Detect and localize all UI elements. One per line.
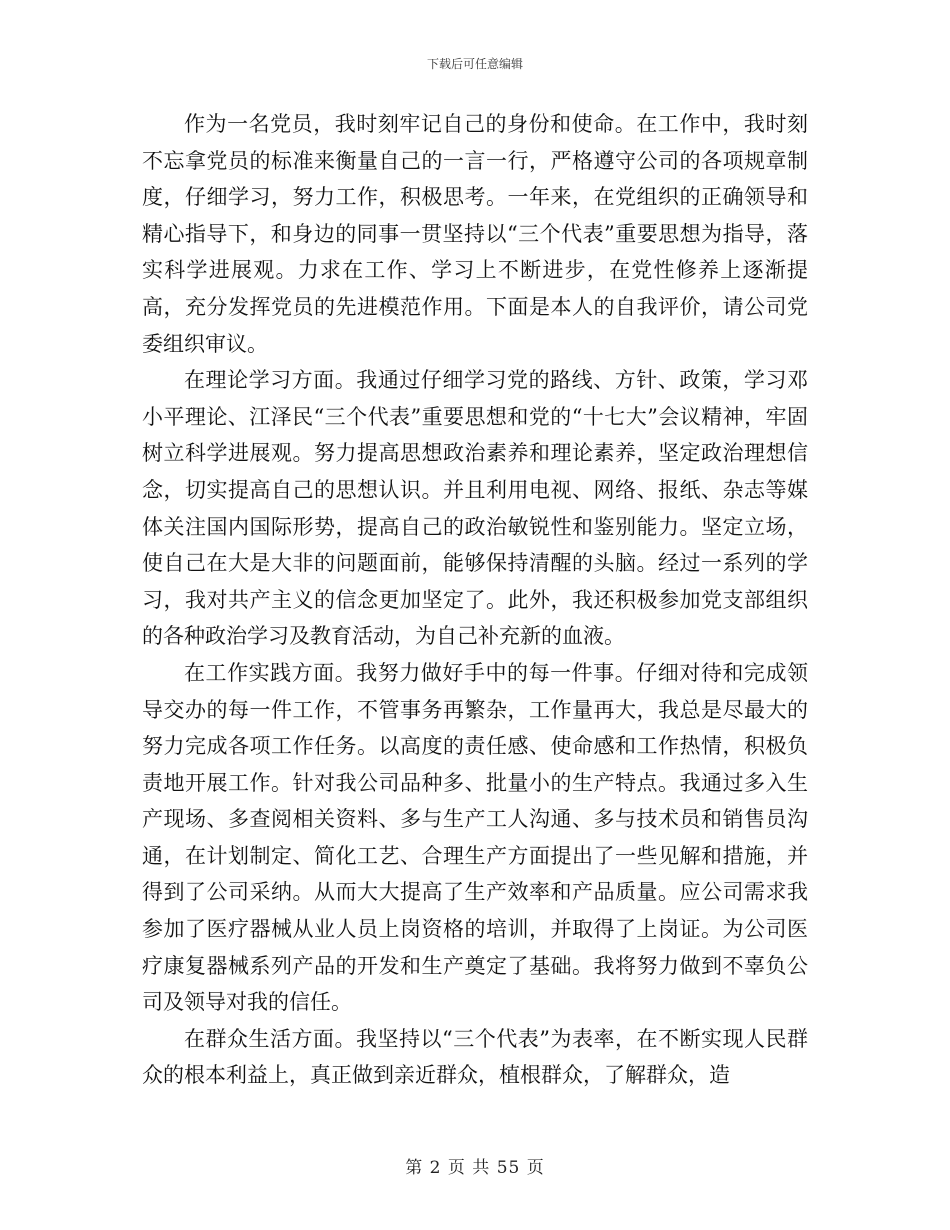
- paragraph-mass-life: 在群众生活方面。我坚持以“三个代表”为表率，在不断实现人民群众的根本利益上，真正做到亲近群众，植根群众，了解群众，造: [142, 1026, 808, 1088]
- paragraph-theory-study: 在理论学习方面。我通过仔细学习党的路线、方针、政策，学习邓小平理论、江泽民“三个代表”重要思想和党的“十七大”会议精神，牢固树立科学进展观。努力提高思想政治素养和理论素养，坚定政治理想信念，切实提高自己的思想认识。并且利用电视、网络、报纸、杂志等媒体关注国内国际形势，提高自己的政治敏锐性和鉴别能力。坚定立场，使自己在大是大非的问题面前，能够保持清醒的头脑。经过一系列的学习，我对共产主义的信念更加坚定了。此外，我还积极参加党支部组织的各种政治学习及教育活动，为自己补充新的血液。: [142, 368, 808, 649]
- paragraph-intro: 作为一名党员，我时刻牢记自己的身份和使命。在工作中，我时刻不忘拿党员的标准来衡量自己的一言一行，严格遵守公司的各项规章制度，仔细学习，努力工作，积极思考。一年来，在党组织的正确领导和精心指导下，和身边的同事一贯坚持以“三个代表”重要思想为指导，落实科学进展观。力求在工作、学习上不断进步，在党性修养上逐渐提高，充分发挥党员的先进模范作用。下面是本人的自我评价，请公司党委组织审议。: [142, 112, 808, 356]
- document-body: [142, 106, 808, 1094]
- page-footer: [0, 1153, 950, 1178]
- page-number-label: 第 2 页 共 55 页: [405, 1158, 545, 1178]
- page-header: 下载后可任意编辑: [426, 57, 523, 71]
- paragraph-work-practice: 在工作实践方面。我努力做好手中的每一件事。仔细对待和完成领导交办的每一件工作，不管事务再繁杂，工作量再大，我总是尽最大的努力完成各项工作任务。以高度的责任感、使命感和工作热情，积极负责地开展工作。针对我公司品种多、批量小的生产特点。我通过多入生产现场、多查阅相关资料、多与生产工人沟通、多与技术员和销售员沟通，在计划制定、简化工艺、合理生产方面提出了一些见解和措施，并得到了公司采纳。从而大大提高了生产效率和产品质量。应公司需求我参加了医疗器械从业人员上岗资格的培训，并取得了上岗证。为公司医疗康复器械系列产品的开发和生产奠定了基础。我将努力做到不辜负公司及领导对我的信任。: [142, 660, 808, 1015]
